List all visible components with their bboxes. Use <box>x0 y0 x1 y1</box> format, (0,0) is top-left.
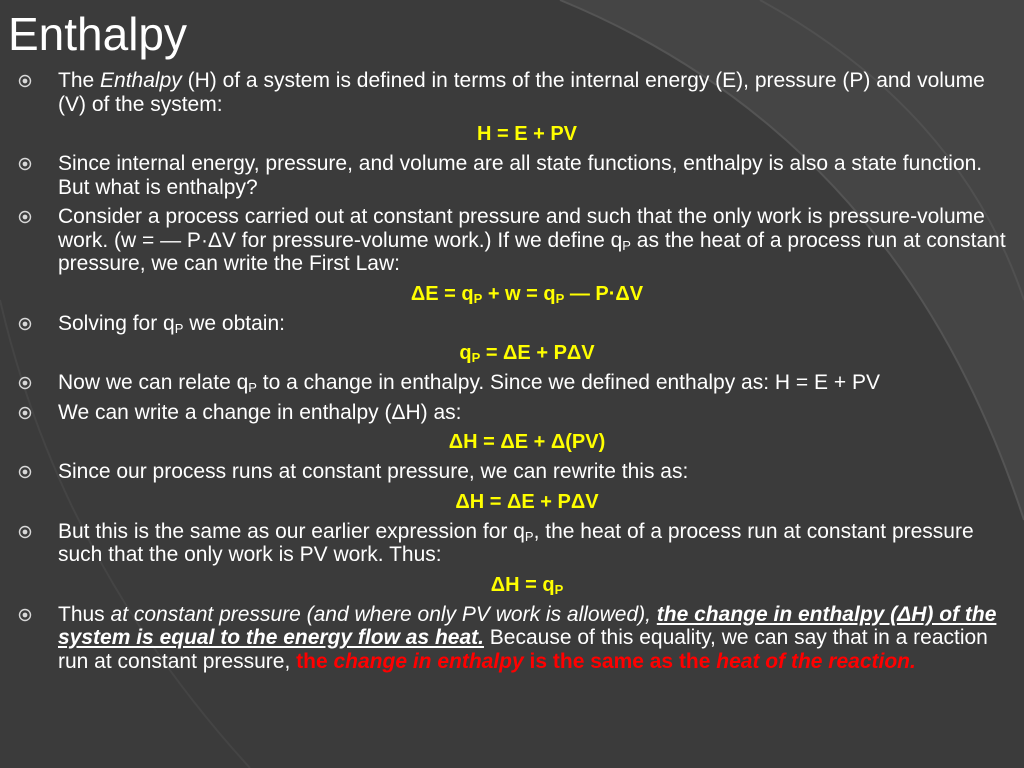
bullet-list <box>0 69 1024 679</box>
subscript: P <box>555 290 565 306</box>
equation-h-definition: H = E + PV <box>476 123 578 145</box>
bullet-text: we obtain: <box>183 311 285 335</box>
bullet-text: But this is the same as our earlier expression for q <box>58 519 525 543</box>
equation-delta-h-general: ΔH = ΔE + Δ(PV) <box>448 431 606 453</box>
bullet-text: Solving for q <box>58 311 175 335</box>
bullet-solving-qp <box>0 312 1024 336</box>
equation-part: — P·ΔV <box>564 282 644 305</box>
subscript: P <box>622 237 631 253</box>
equation-delta-h-equals-qp <box>0 573 1024 597</box>
bullet-relate-qp <box>0 371 1024 395</box>
bullet-constant-pressure-process <box>0 205 1024 276</box>
red-emphasis-italic: change in enthalpy <box>333 649 524 673</box>
key-statement: the change in enthalpy (ΔH) of the system is equal to the energy flow as heat. <box>58 602 997 649</box>
circled-dot-bullet-icon <box>18 465 32 479</box>
bullet-rewrite-constant-pressure <box>0 460 1024 484</box>
bullet-text: Because of this equality, we can say that in a reaction run at constant pressure, <box>58 626 988 673</box>
circled-dot-bullet-icon <box>18 74 32 88</box>
equation-part: = ΔE + PΔV <box>480 342 595 364</box>
equation-qp <box>0 341 1024 365</box>
circled-dot-bullet-icon <box>18 406 32 420</box>
bullet-text: Since our process runs at constant pressure, we can rewrite this as: <box>58 460 689 483</box>
subscript: P <box>248 380 257 395</box>
circled-dot-bullet-icon <box>18 525 32 539</box>
circled-dot-bullet-icon <box>18 608 32 622</box>
subscript: P <box>174 320 184 336</box>
equation-part: + w = q <box>482 282 556 305</box>
circled-dot-bullet-icon <box>18 376 32 390</box>
enthalpy-term: Enthalpy <box>100 69 182 92</box>
bullet-text: as the heat of a process run at constant pressure, we can write the First Law: <box>58 228 1006 275</box>
equation-delta-h-constant-p: ΔH = ΔE + PΔV <box>455 490 599 513</box>
subscript: P <box>471 350 481 365</box>
bullet-same-expression <box>0 520 1024 567</box>
equation-part: ΔH = q <box>490 573 555 596</box>
bullet-text: Consider a process carried out at constant pressure and such that the only work is pressure-volume work. (w = — P·ΔV for pressure-volume work.) If we define q <box>58 205 985 252</box>
equation-part: ΔE = q <box>410 282 474 305</box>
bullet-text: , the heat of a process run at constant pressure such that the only work is PV work. Thus: <box>58 519 974 566</box>
bullet-text: Now we can relate q <box>58 371 249 394</box>
red-emphasis: the <box>296 649 334 673</box>
red-emphasis-italic: heat of the reaction. <box>716 649 916 673</box>
equation-first-law <box>0 282 1024 306</box>
subscript: P <box>554 581 564 597</box>
subscript: P <box>524 528 534 544</box>
circled-dot-bullet-icon <box>18 210 32 224</box>
bullet-change-in-enthalpy <box>0 401 1024 425</box>
bullet-text: Since internal energy, pressure, and volume are all state functions, enthalpy is also a state function. But what is enthalpy? <box>58 152 983 199</box>
bullet-text: The <box>58 69 101 92</box>
slide-title: Enthalpy <box>8 8 188 60</box>
bullet-conclusion <box>0 603 1024 674</box>
bullet-text: Thus <box>58 602 111 626</box>
subscript: P <box>473 290 483 306</box>
equation-part: q <box>459 342 472 364</box>
bullet-text: We can write a change in enthalpy (ΔH) as: <box>58 400 462 424</box>
circled-dot-bullet-icon <box>18 317 32 331</box>
bullet-state-function <box>0 152 1024 199</box>
bullet-text: to a change in enthalpy. Since we defined enthalpy as: H = E + PV <box>256 371 880 394</box>
italic-text: at constant pressure (and where only PV work is allowed), <box>110 602 651 626</box>
red-emphasis: is the same as the <box>523 649 717 673</box>
bullet-enthalpy-definition <box>0 69 1024 116</box>
circled-dot-bullet-icon <box>18 157 32 171</box>
bullet-text: (H) of a system is defined in terms of the internal energy (E), pressure (P) and volume (V) of the system: <box>58 69 985 116</box>
